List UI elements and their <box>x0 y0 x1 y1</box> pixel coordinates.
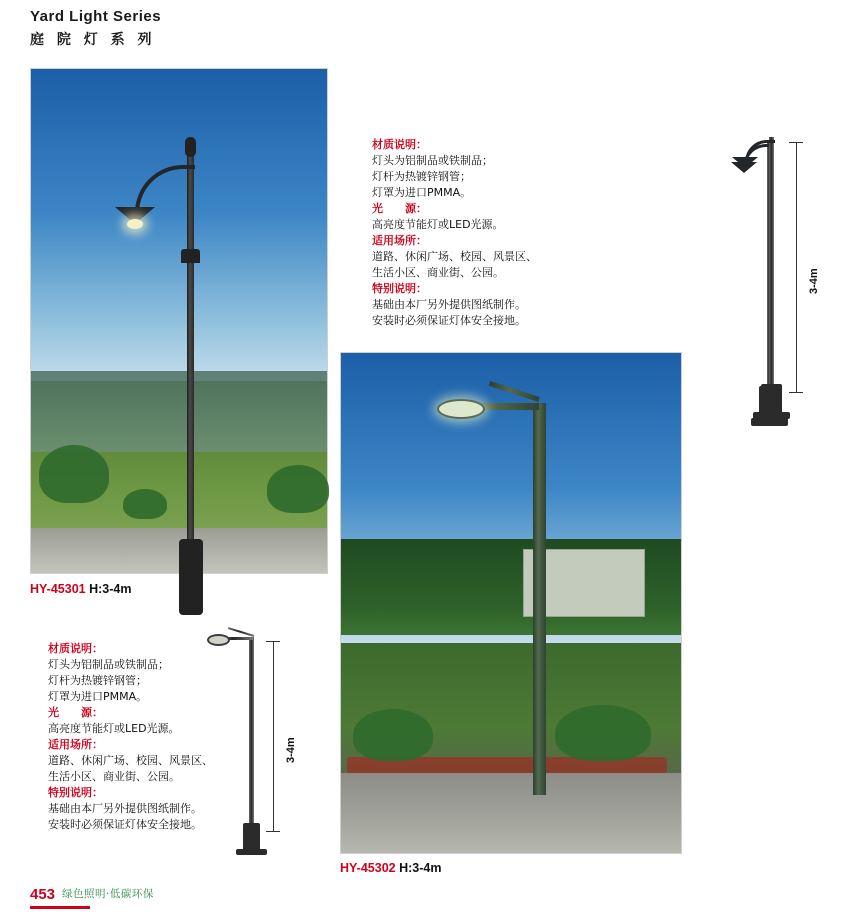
tech-foot-plate <box>236 849 267 855</box>
spec-material-line: 灯杆为热镀锌钢管； <box>48 674 147 687</box>
spec-special-line: 基础由本厂另外提供图纸制作。 <box>48 802 202 815</box>
dimension-tick <box>789 142 803 143</box>
lamp-glow <box>437 399 485 419</box>
spec-special-heading: 特别说明： <box>48 786 103 799</box>
footer-rule <box>30 906 90 909</box>
spec-material-heading: 材质说明： <box>48 642 103 655</box>
spec-material-line: 灯杆为热镀锌钢管； <box>372 170 471 183</box>
dimension-line <box>273 641 274 831</box>
lamp-pole-finial <box>185 137 196 157</box>
tech-pole <box>249 637 254 832</box>
lamp-pole <box>187 155 194 555</box>
page-number: 453 <box>30 886 56 903</box>
caption-hy45302 <box>340 861 441 875</box>
product-photo-hy45302 <box>340 352 682 854</box>
spec-usage-line: 生活小区、商业街、公园。 <box>372 266 504 279</box>
footer-slogan: 绿色照明·低碳环保 <box>62 888 154 900</box>
spec-material-line: 灯罩为进口PMMA。 <box>48 690 148 703</box>
product-model: HY-45301 <box>30 582 86 596</box>
spec-material-line: 灯罩为进口PMMA。 <box>372 186 472 199</box>
page-title-cn: 庭 院 灯 系 列 <box>30 32 156 48</box>
photo-shrub <box>267 465 329 513</box>
product-size: H:3-4m <box>89 582 132 596</box>
lamp-glow <box>127 219 143 229</box>
lamp-pole-collar <box>181 249 200 263</box>
spec-special-line: 安装时必须保证灯体安全接地。 <box>372 314 526 327</box>
spec-special-line: 基础由本厂另外提供图纸制作。 <box>372 298 526 311</box>
dimension-tick <box>266 641 280 642</box>
dimension-line <box>796 142 797 392</box>
tech-foot-plate <box>751 418 788 426</box>
dimension-label: 3-4m <box>285 737 297 763</box>
tech-lamp-head <box>732 157 758 168</box>
product-model: HY-45302 <box>340 861 396 875</box>
spec-source-line: 高亮度节能灯或LED光源。 <box>48 722 180 735</box>
spec-material-line: 灯头为铝制品或铁制品； <box>372 154 493 167</box>
photo-shrub <box>39 445 109 503</box>
dimension-tick <box>789 392 803 393</box>
tech-base <box>761 384 782 414</box>
spec-special-line: 安装时必须保证灯体安全接地。 <box>48 818 202 831</box>
spec-usage-line: 道路、休闲广场、校园、风景区、 <box>372 250 537 263</box>
spec-source-heading: 光 源： <box>372 202 427 215</box>
tech-lamp-head <box>207 634 230 646</box>
spec-block-hy45302 <box>48 641 263 833</box>
spec-usage-heading: 适用场所： <box>48 738 103 751</box>
spec-material-line: 灯头为铝制品或铁制品； <box>48 658 169 671</box>
dimension-tick <box>266 831 280 832</box>
dimension-label: 3-4m <box>808 268 820 294</box>
spec-material-heading: 材质说明： <box>372 138 427 151</box>
tech-pole <box>769 137 774 392</box>
page-footer <box>0 881 710 921</box>
photo-water <box>31 371 327 452</box>
product-photo-hy45301 <box>30 68 328 574</box>
caption-hy45301 <box>30 582 131 596</box>
photo-shrub <box>353 709 433 761</box>
photo-shrub <box>123 489 167 519</box>
tech-arm-brace <box>228 627 254 637</box>
spec-source-heading: 光 源： <box>48 706 103 719</box>
photo-road <box>341 773 681 853</box>
page-header <box>30 8 161 49</box>
product-size: H:3-4m <box>399 861 442 875</box>
tech-base <box>243 823 260 851</box>
spec-source-line: 高亮度节能灯或LED光源。 <box>372 218 504 231</box>
spec-block-hy45301 <box>372 137 587 329</box>
page-title-en: Yard Light Series <box>30 8 162 25</box>
spec-usage-line: 生活小区、商业街、公园。 <box>48 770 180 783</box>
tech-foot-plate <box>753 412 790 419</box>
lamp-pole <box>533 403 546 795</box>
spec-usage-line: 道路、休闲广场、校园、风景区、 <box>48 754 213 767</box>
lamp-pole-base <box>179 539 203 615</box>
photo-shrub <box>555 705 651 761</box>
spec-usage-heading: 适用场所： <box>372 234 427 247</box>
spec-special-heading: 特别说明： <box>372 282 427 295</box>
photo-sky <box>31 69 327 392</box>
